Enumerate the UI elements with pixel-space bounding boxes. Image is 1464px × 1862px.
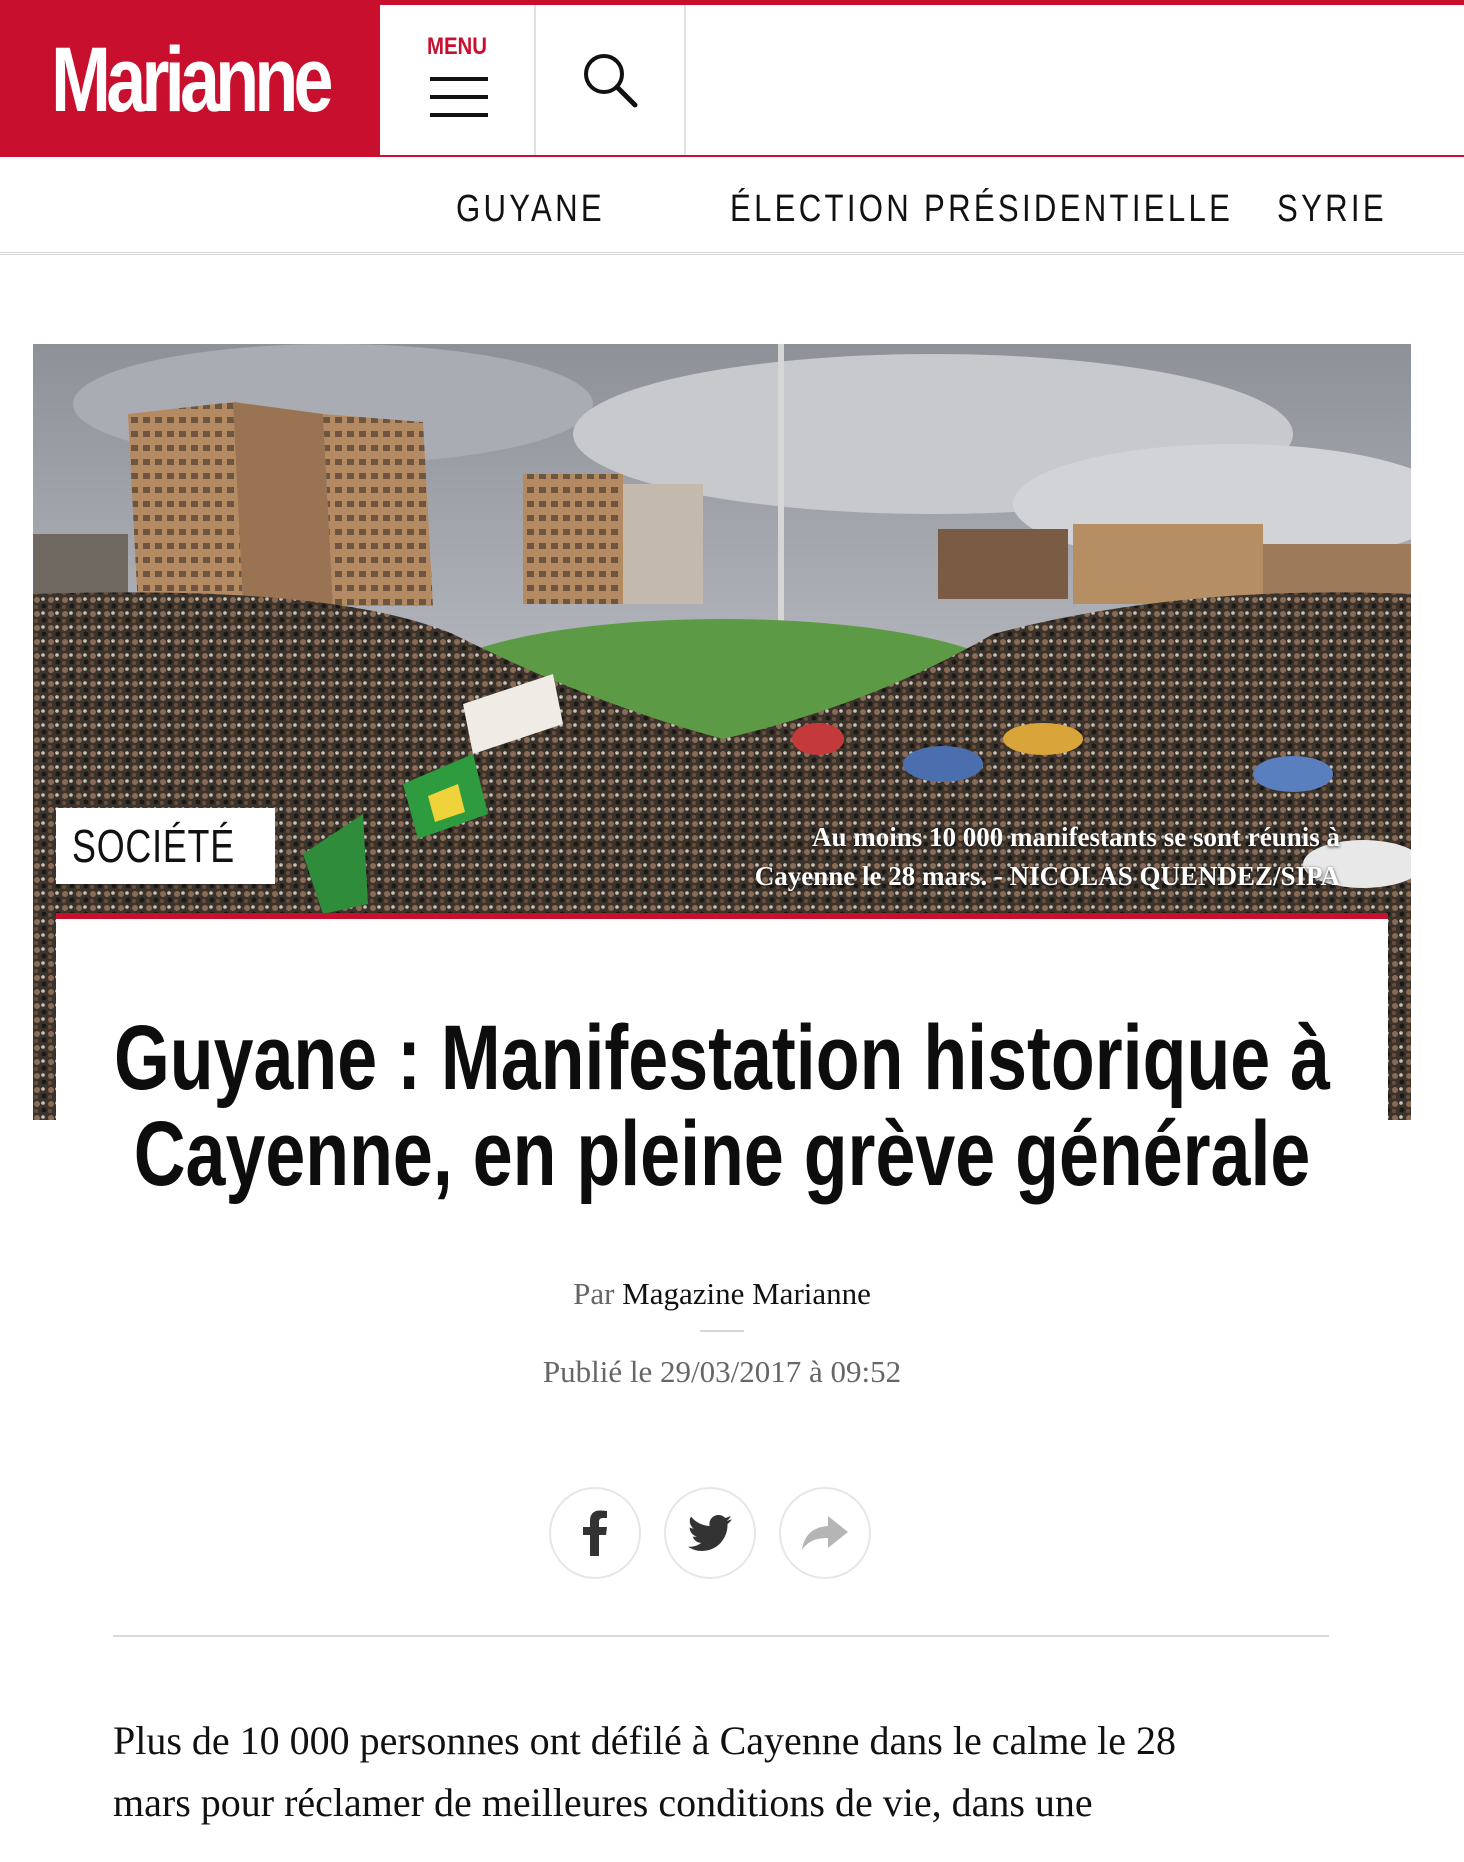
article-body: [113, 1710, 1353, 1834]
logo-text: Marianne: [51, 29, 329, 131]
twitter-share-button[interactable]: [664, 1487, 756, 1579]
body-line-2: mars pour réclamer de meilleures conditions de vie, dans une: [113, 1780, 1093, 1825]
caption-line-2: Cayenne le 28 mars. - NICOLAS QUENDEZ/SIPA: [754, 861, 1340, 891]
author-link[interactable]: Magazine Marianne: [622, 1276, 871, 1311]
topic-nav: [0, 158, 1464, 255]
category-label: SOCIÉTÉ: [72, 820, 235, 872]
topic-guyane[interactable]: GUYANE: [456, 188, 605, 230]
menu-label: MENU: [426, 33, 488, 60]
search-icon: [580, 50, 640, 110]
body-line-1: Plus de 10 000 personnes ont défilé à Cayenne dans le calme le 28: [113, 1718, 1177, 1763]
hamburger-icon: [430, 77, 488, 117]
title-line-2: Cayenne, en pleine grève générale: [133, 1103, 1311, 1205]
byline-divider: [700, 1330, 744, 1332]
category-tag[interactable]: [56, 808, 275, 884]
share-arrow-icon: [802, 1516, 848, 1550]
site-header: [0, 5, 1464, 157]
more-share-button[interactable]: [779, 1487, 871, 1579]
site-logo[interactable]: [0, 5, 380, 155]
twitter-icon: [688, 1515, 732, 1551]
byline: [0, 1276, 1444, 1312]
menu-button[interactable]: [380, 5, 536, 155]
publish-date: Publié le 29/03/2017 à 09:52: [542, 1354, 902, 1389]
topic-election-presidentielle[interactable]: ÉLECTION PRÉSIDENTIELLE: [730, 188, 1234, 230]
article-title: [56, 1007, 1388, 1205]
facebook-icon: [580, 1510, 610, 1556]
facebook-share-button[interactable]: [549, 1487, 641, 1579]
byline-prefix: Par: [573, 1276, 615, 1311]
photo-caption: [660, 818, 1340, 896]
title-line-1: Guyane : Manifestation historique à: [113, 1007, 1331, 1109]
caption-line-1: Au moins 10 000 manifestants se sont réunis à: [811, 822, 1340, 852]
search-button[interactable]: [536, 5, 686, 155]
topic-syrie[interactable]: SYRIE: [1277, 188, 1387, 230]
content-separator: [113, 1635, 1329, 1637]
